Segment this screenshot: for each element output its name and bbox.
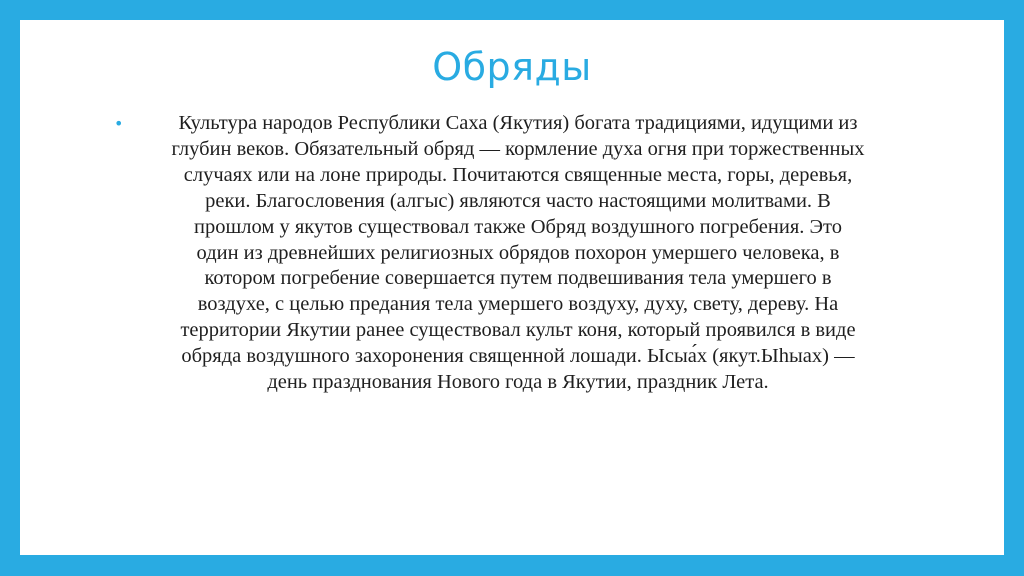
body-line: территории Якутии ранее существовал культ коня, который проявился в виде xyxy=(180,319,856,342)
body-line: воздухе, с целью предания тела умершего воздуху, духу, свету, дереву. На xyxy=(197,293,839,316)
body-line: Культура народов Республики Саха (Якутия) богата традициями, идущими из xyxy=(178,112,858,134)
body-line: день празднования Нового года в Якутии, праздник Лета. xyxy=(267,371,769,394)
body-line: прошлом у якутов существовал также Обряд воздушного погребения. Это xyxy=(194,215,842,238)
slide-body-text xyxy=(112,111,924,396)
body-line: котором погребение совершается путем подвешивания тела умершего в xyxy=(204,267,832,290)
slide-title: Обряды xyxy=(432,45,592,89)
body-line: глубин веков. Обязательный обряд — кормление духа огня при торжественных xyxy=(171,137,865,160)
body-line: один из древнейших религиозных обрядов похорон умершего человека, в xyxy=(196,241,840,264)
body-line: случаях или на лоне природы. Почитаются священные места, горы, деревья, xyxy=(183,163,853,186)
body-line: реки. Благословения (алгыс) являются часто настоящими молитвами. В xyxy=(205,189,831,212)
body-line: обряда воздушного захоронения священной лошади. Ысыа́х (якут.Ыhыах) — xyxy=(181,345,855,368)
bullet-icon: • xyxy=(114,114,124,133)
